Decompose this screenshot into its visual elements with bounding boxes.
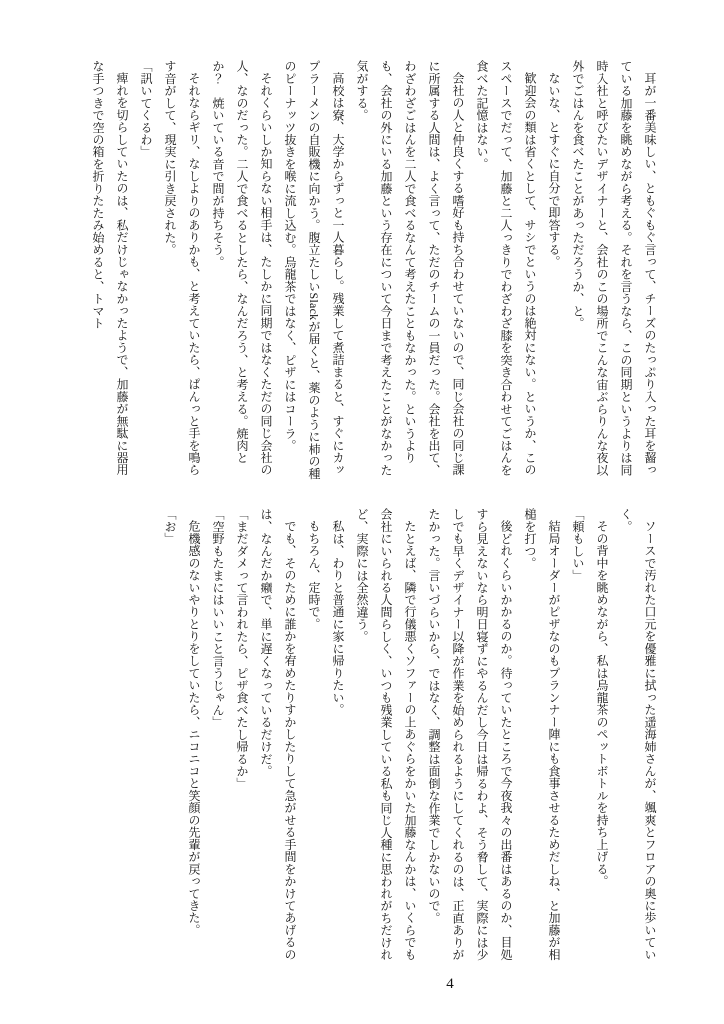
paragraph: たとえば、隣で行儀悪くソファーの上あぐらをかいた加藤なんかは、いくらでも会社にいられる人間らしく、いつも残業している私も同じ人種に思われがちだけれど、実際には全然違う。 xyxy=(355,508,417,961)
paragraph: ソースで汚れた口元を優雅に拭った遥海姉さんが、颯爽とフロアの奥に歩いていく。 xyxy=(619,508,657,961)
paragraph: 私は、わりと普通に家に帰りたい。 xyxy=(331,520,345,716)
paragraph: 会社の人と仲良くする嗜好も持ち合わせていないので、同じ会社の同じ課に所属する人間は、よく言って、ただのチームの一員だった。会社を出て、わざわざごはんを二人で食べるなんて考えたこともなかった。というよりも、会社の外にいる加藤という存在について今日まで考えたことがなかった気がする。 xyxy=(355,60,465,477)
paragraph: 後どれくらいかかるのか。待っていたところで今夜我々の出番はあるのか、目処すら見えないなら明日寝ずにやるんだし今日は帰るわよ、そう脅して、実際には少しでも早くデザイナー以降が作業を始められるようにしてくれるのは、正直ありがたかった。言いづらいから、ではなく、調整は面倒な作業でしかないので。 xyxy=(427,508,513,961)
paragraph: 高校は寮、大学からずっと一人暮らし。残業して煮詰まると、すぐにカップラーメンの自販機に向かう。腹立たしいSlackが届くと、薬のように柿の種のピーナッツ抜きを喉に流し込む。烏龍茶ではなく、ピザにはコーラ。 xyxy=(283,60,345,480)
paragraph: 歓迎会の類は省くとして、サシでというのは絶対にない。というか、このスペースでだって、加藤と二人っきりでわざわざ膝を突き合わせてごはんを食べた記憶はない。 xyxy=(475,60,537,477)
paragraph: それくらいしか知らない相手は、たしかに同期ではなくただの同じ会社の人、なのだった。二人で食べるとしたら、なんだろう、と考える。焼肉とか？ 焼いている音で間が持ちそう。 xyxy=(211,60,273,476)
paragraph: 危機感のないやりとりをしていたら、ニコニコと笑顔の先輩が戻ってきた。 xyxy=(187,520,201,937)
paragraph: それならギリ、なしよりのありかも、と考えていたら、ぱんっと手を鳴らす音がして、現実に引き戻された。 xyxy=(163,60,201,476)
paragraph: ないな、とすぐに自分で即答する。 xyxy=(547,72,561,268)
paragraph: 「頼もしい」 xyxy=(571,508,585,582)
paragraph: 「空野もたまにはいいこと言うじゃん」 xyxy=(211,508,225,729)
paragraph: 痺れを切らしていたのは、私だけじゃなかったようで、加藤が無駄に器用な手つきで空の箱を折りたたみ始めると、トマト xyxy=(91,60,129,476)
page-number: 4 xyxy=(446,976,454,992)
paragraph: でも、そのために誰かを宥めたりすかしたりして急がせる手間をかけてあげるのは、なんだか癪で、単に遅くなっているだけだ。 xyxy=(259,508,297,961)
paragraph: もちろん、定時で。 xyxy=(307,520,321,631)
paragraph: 「お」 xyxy=(163,508,177,545)
bottom-text-block xyxy=(158,508,662,962)
top-text-block xyxy=(86,60,662,480)
paragraph: 結局オーダーがピザなのもプランナー陣にも食事させるためだしね、と加藤が相槌を打つ。 xyxy=(523,508,561,961)
paragraph: 「訊いてくるわ」 xyxy=(139,60,153,158)
paragraph: 耳が一番美味しい、ともぐもぐ言って、チーズのたっぷり入った耳を齧っている加藤を眺めながら考える。それを言うなら、この同期というよりは同時入社と呼びたいデザイナーと、会社のこの場所でこんな宙ぶらりんな夜以外でごはんを食べたことがあっただろうか、と。 xyxy=(571,60,657,477)
paragraph: 「まだダメって言われたら、ピザ食べたし帰るか」 xyxy=(235,508,249,790)
paragraph: その背中を眺めながら、私は烏龍茶のペットボトルを持ち上げる。 xyxy=(595,520,609,888)
